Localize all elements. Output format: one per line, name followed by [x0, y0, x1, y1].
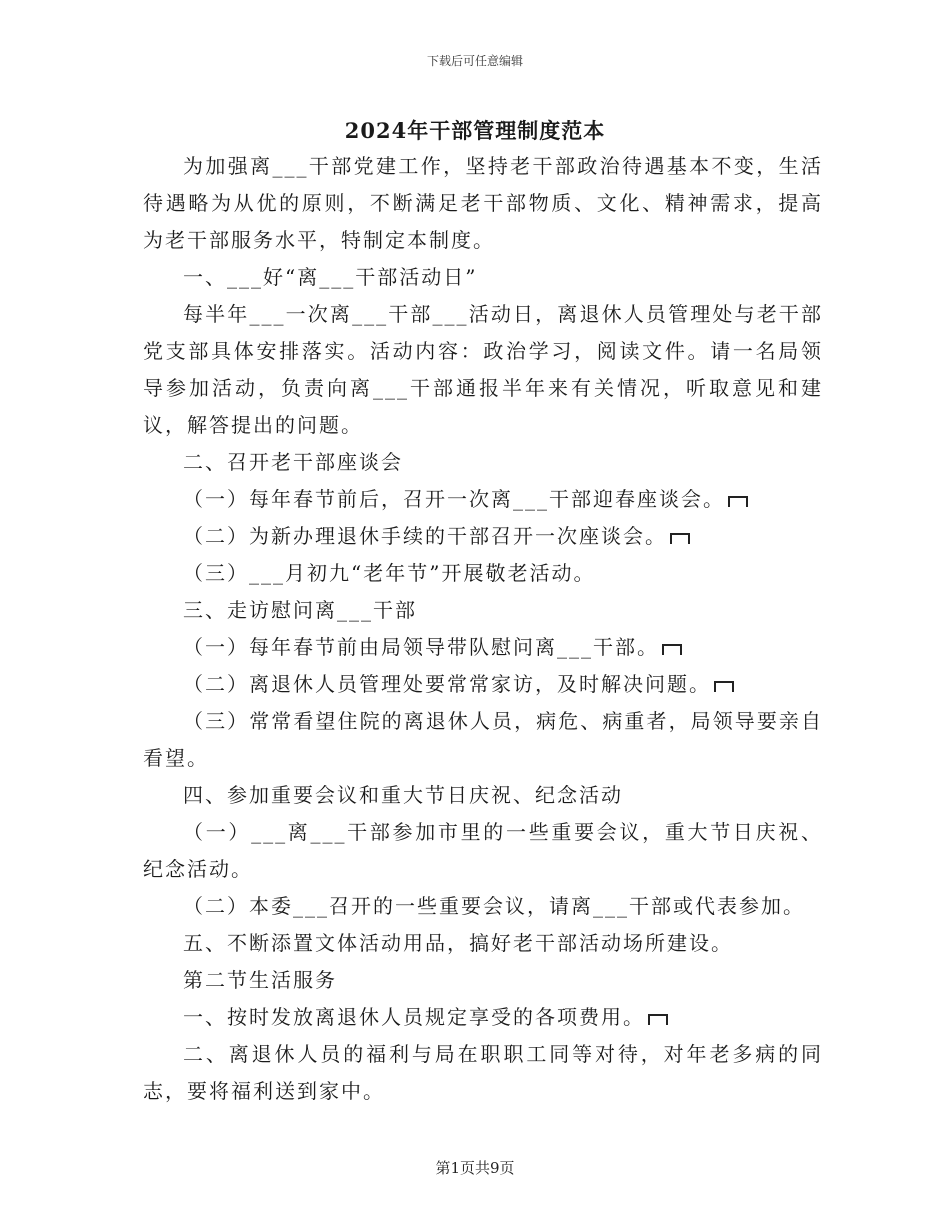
section-heading: 三、走访慰问离___干部: [183, 598, 417, 622]
edit-mark-icon: [670, 533, 690, 544]
list-item: （一）每年春节前由局领导带队慰问离___干部。: [143, 629, 823, 666]
section-heading: 五、不断添置文体活动用品，搞好老干部活动场所建设。: [183, 931, 733, 955]
list-item: （三）常常看望住院的离退休人员，病危、病重者，局领导要亲自看望。: [143, 709, 823, 770]
subsection-heading: 第二节生活服务: [183, 968, 337, 992]
list-item: （三）___月初九“老年节”开展敬老活动。: [183, 561, 596, 585]
edit-mark-icon: [714, 681, 734, 692]
list-item: （二）本委___召开的一些重要会议，请离___干部或代表参加。: [183, 894, 805, 918]
document-body: [143, 148, 823, 1110]
edit-mark-icon: [728, 496, 748, 507]
document-title: 2024年干部管理制度范本: [344, 118, 606, 143]
list-item: 二、离退休人员的福利与局在职职工同等对待，对年老多病的同志，要将福利送到家中。: [143, 1042, 823, 1103]
section-heading: 二、召开老干部座谈会: [183, 450, 403, 474]
intro-paragraph: 为加强离___干部党建工作，坚持老干部政治待遇基本不变，生活待遇略为从优的原则，不断满足老干部物质、文化、精神需求，提高为老干部服务水平，特制定本制度。: [143, 154, 823, 252]
body-paragraph: 每半年___一次离___干部___活动日，离退休人员管理处与老干部党支部具体安排落实。活动内容：政治学习，阅读文件。请一名局领导参加活动，负责向离___干部通报半年来有关情况，听取意见和建议，解答提出的问题。: [143, 302, 823, 437]
list-item: （二）为新办理退休手续的干部召开一次座谈会。: [143, 518, 823, 555]
list-item: （一）每年春节前后，召开一次离___干部迎春座谈会。: [143, 481, 823, 518]
page-number: 第1页共9页: [435, 1159, 515, 1177]
section-heading: 一、___好“离___干部活动日”: [183, 265, 478, 289]
section-heading: 四、参加重要会议和重大节日庆祝、纪念活动: [183, 783, 623, 807]
list-item: （一）___离___干部参加市里的一些重要会议，重大节日庆祝、纪念活动。: [143, 820, 823, 881]
list-item: （二）离退休人员管理处要常常家访，及时解决问题。: [143, 666, 823, 703]
list-item: 一、按时发放离退休人员规定享受的各项费用。: [143, 999, 823, 1036]
edit-mark-icon: [648, 1014, 668, 1025]
edit-mark-icon: [662, 644, 682, 655]
page-header: 下载后可任意编辑: [426, 54, 523, 68]
